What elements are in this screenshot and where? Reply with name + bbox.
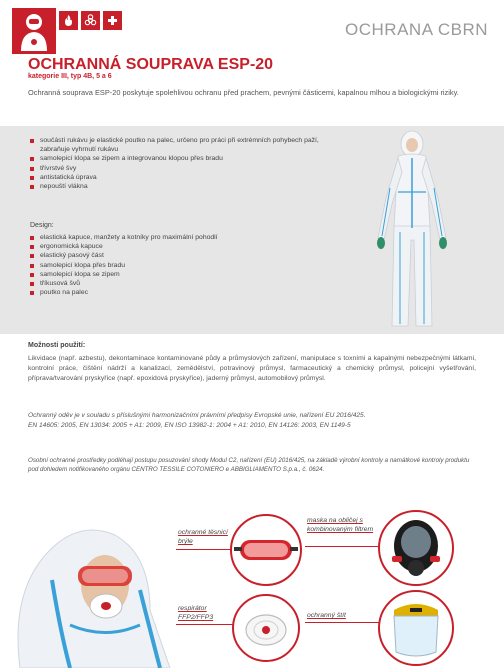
face-shield-label: ochranný štít [307, 612, 346, 619]
list-item: antistatická úprava [30, 173, 330, 182]
product-intro: Ochranná souprava ESP-20 poskytuje spolehlivou ochranu před prachem, pevnými částicemi, kapalnou mlhou a biologickými riziky. [28, 88, 459, 97]
product-subtitle: kategorie III, typ 4B, 5 a 6 [28, 73, 112, 80]
list-item: elastická kapuce, manžety a kotníky pro maximální pohodlí [30, 233, 330, 242]
category-title: OCHRANA CBRN [345, 20, 488, 39]
list-item: třívrstvé švy [30, 164, 330, 173]
goggles-image [230, 514, 302, 586]
fire-icon [59, 11, 78, 30]
full-face-mask-image [378, 510, 454, 586]
mask-label: maska na obličej s kombinovaným filtrem [307, 517, 374, 533]
design-list [30, 233, 330, 297]
face-shield-image [378, 590, 454, 666]
list-item: elastický pasový část [30, 251, 330, 260]
usage-heading: Možnosti použití: [28, 342, 86, 349]
norms-line-2: EN 14605: 2005, EN 13034: 2005 + A1: 2009, EN ISO 13982-1: 2004 + A1: 2010, EN 14126: 2003, EN 1149-5 [28, 421, 351, 429]
goggles-label: ochranné těsnicí brýle [178, 529, 228, 545]
protective-suit-person-icon [12, 8, 56, 54]
norms-text [28, 411, 476, 430]
list-item: samolepicí klopa se zipem a integrovanou klopou přes bradu [30, 154, 330, 163]
first-aid-cross-icon [103, 11, 122, 30]
list-item: ergonomická kapuce [30, 242, 330, 251]
protective-suit-image [368, 128, 456, 332]
mask-leader-line [305, 546, 380, 547]
list-item: samolepicí klopa se zipem [30, 270, 330, 279]
person-in-suit-photo [0, 500, 240, 668]
biohazard-icon [81, 11, 100, 30]
respirator-leader-line [176, 624, 234, 625]
usage-text: Likvidace (např. azbestu), dekontaminace kontaminované půdy a průmyslových zařízení, manipulace s toxními a kapalnými nebezpečnými látkami, kontrolní práce, čištění nádrží a kanalizací, zemědělství, potravinový průmysl, farmaceutický a chemický průmysl, policejní vyšetřování, příprava/tvarování pryskyřice (např. epoxidová pryskyřice), jaderný průmysl, automobilový průmysl. [28, 355, 476, 382]
list-item: součástí rukávu je elastické poutko na palec, určeno pro práci při extrémních pohybech paží, zabraňuje vyhrnutí rukávu [30, 136, 330, 154]
product-title: OCHRANNÁ SOUPRAVA ESP-20 [28, 56, 274, 73]
face-shield-leader-line [305, 622, 380, 623]
features-list [30, 136, 330, 191]
respirator-image [232, 594, 300, 662]
goggles-leader-line [176, 549, 230, 550]
list-item: nepouští vlákna [30, 182, 330, 191]
design-heading: Design: [30, 222, 54, 229]
list-item: poutko na palec [30, 288, 330, 297]
header-icon-strip [12, 8, 122, 54]
norms-line-1: Ochranný oděv je v souladu s příslušnými harmonizačními právními předpisy Evropské unie, nařízení EU 2016/425. [28, 412, 366, 419]
list-item: tříkusová švů [30, 279, 330, 288]
certification-text: Osobní ochranné prostředky podléhají postupu posuzování shody Modul C2, nařízení (EU) 2016/425, na základě výrobní kontroly a namátkové kontroly produktu pod dohledem notifikovaného orgánu CENTRO TESSILE COTONIERO e ABBIGLIAMENTO S.p.a., č. 0624. [28, 457, 470, 474]
respirator-label: respirátor FFP2/FFP3 [178, 605, 214, 621]
list-item: samolepicí klopa přes bradu [30, 261, 330, 270]
